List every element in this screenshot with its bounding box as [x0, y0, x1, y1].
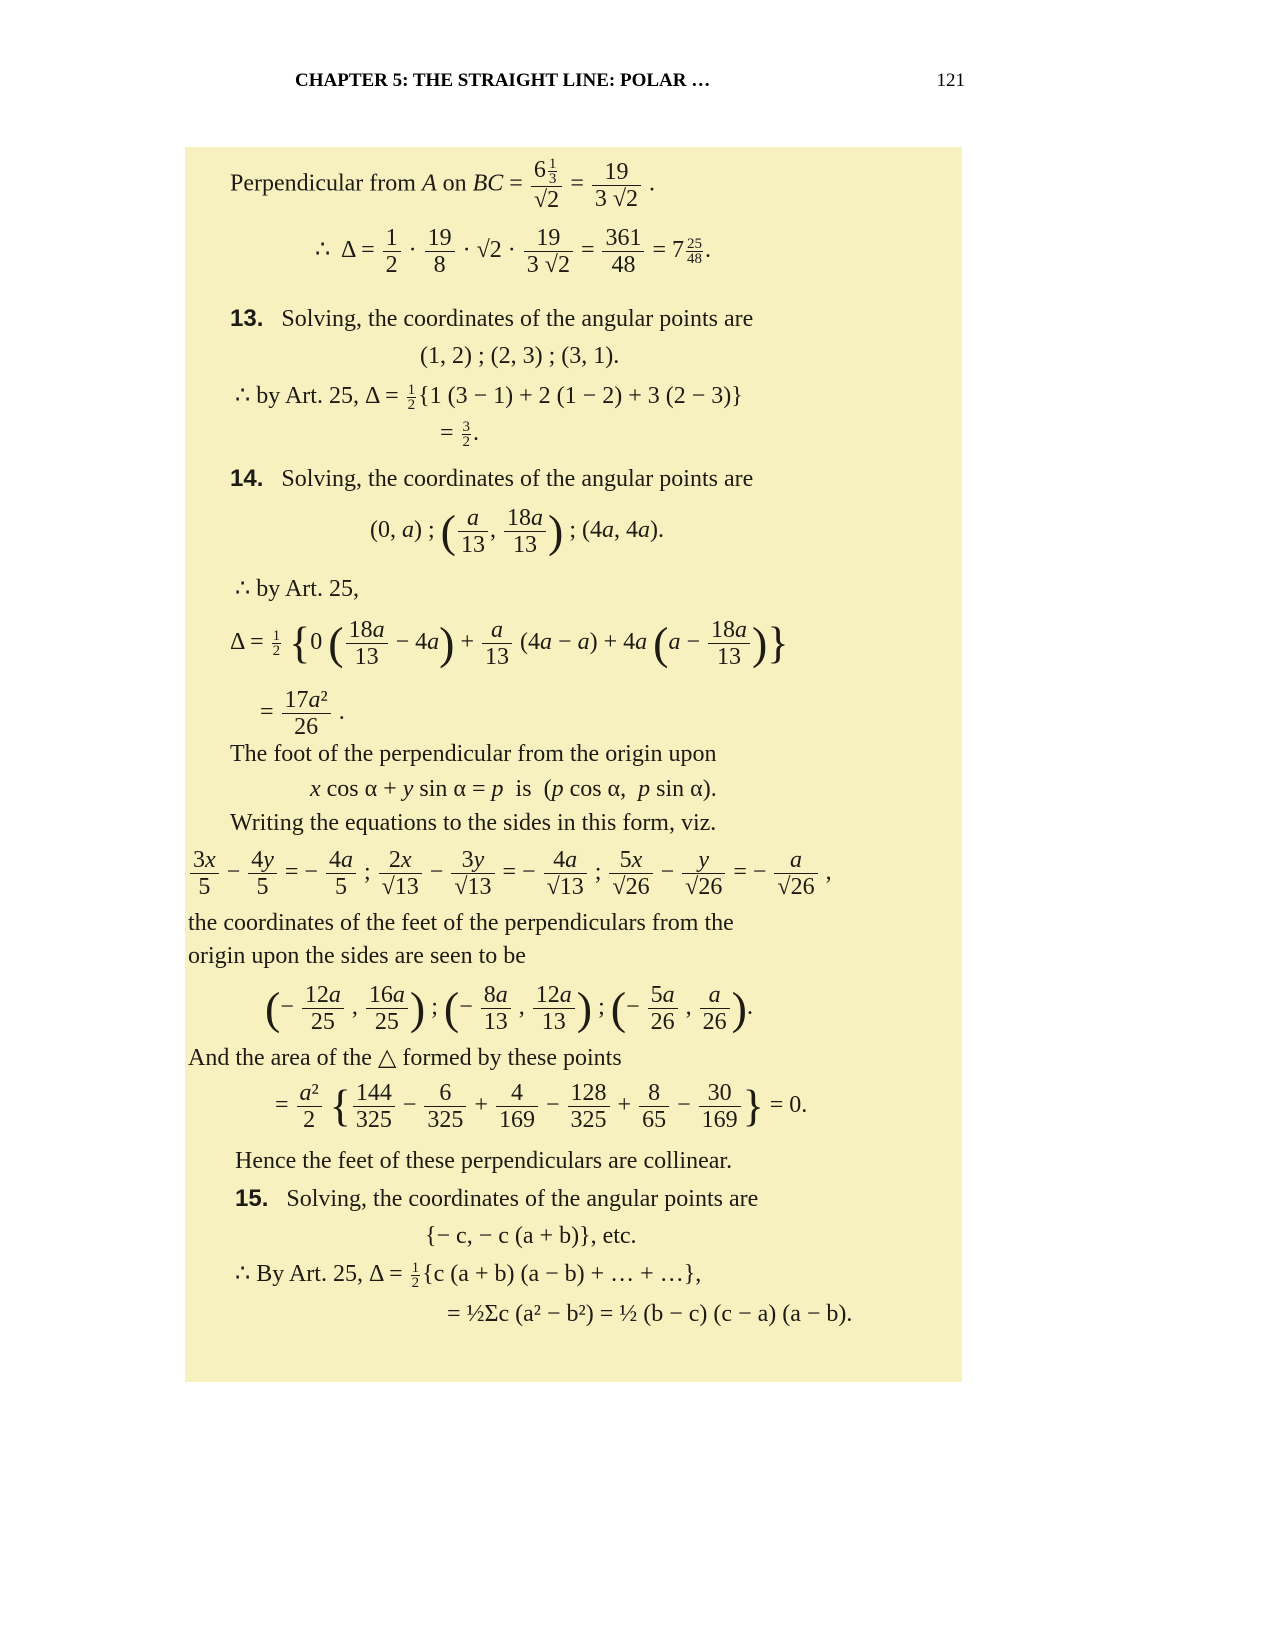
page-number: 121 — [936, 70, 965, 91]
exercise-14-area-result: = $\frac{\text{17a²}}{26}$ . — [260, 687, 345, 740]
exercise-13-result: = $\frac{3}{2}$ . — [440, 418, 480, 450]
exercise-15-area: ∴ By Art. 25, Δ = $\frac{1}{2}$ {c (a + b) (a − b) + … + …}, — [235, 1259, 702, 1291]
scanned-page — [185, 147, 962, 1382]
hence-text: Hence the feet of these perpendiculars are collinear. — [235, 1148, 733, 1174]
exercise-14-intro: 14. Solving, the coordinates of the angular points are — [230, 465, 754, 492]
area-text: And the area of the △ formed by these points — [188, 1045, 622, 1071]
perpendicular-line: Perpendicular from A on BC = 6 $\frac{1}{3}$ √2 = $\frac{19}{3 √2}$ . — [230, 156, 656, 213]
exercise-15-intro: 15. Solving, the coordinates of the angular points are — [235, 1185, 759, 1212]
foot-equation: x cos α + y sin α = p is (p cos α, p sin α). — [310, 776, 717, 802]
exercise-15-points: {− c, − c (a + b)}, etc. — [425, 1223, 637, 1249]
exercise-14-area: Δ = $\frac{1}{2}$ {0 ( $\frac{18a}{13}$ − 4a) + $\frac{a}{13}$ (4a − a) + 4a (a − $\frac{18a}{13}$ )} — [230, 617, 789, 670]
collinear-area: = $\frac{\text{a²}}{2}$ { $\frac{144}{325}$ − $\frac{6}{325}$ + $\frac{4}{169}$ − $\frac{128}{325}$ + $\frac{8}{65}$ − $\frac{30}{169}$ } = 0. — [275, 1080, 808, 1133]
side-equations: $\frac{3x}{5}$ − $\frac{4y}{5}$ = − $\frac{4a}{5}$ ; $\frac{2x}{√13}$ − $\frac{3y}{√13}$ = − $\frac{4a}{√13}$ ; $\frac{5x}{√26}$ − $\frac{y}{√26}$ = − $\frac{a}{√26}$ , — [188, 847, 832, 900]
exercise-14-points: (0, a) ; ( $\frac{a}{13}$ , $\frac{18a}{13}$ ) ; (4a, 4a). — [370, 505, 664, 558]
exercise-13-points: (1, 2) ; (2, 3) ; (3, 1). — [420, 343, 620, 369]
feet-coordinates: (− $\frac{12a}{25}$ , $\frac{16a}{25}$ ) ; (− $\frac{8a}{13}$ , $\frac{12a}{13}$ ) ; (− $\frac{5a}{26}$ , $\frac{a}{26}$ ). — [265, 982, 753, 1035]
chapter-title: CHAPTER 5: THE STRAIGHT LINE: POLAR … — [295, 70, 711, 91]
running-head — [295, 70, 965, 98]
coords-text-2: origin upon the sides are seen to be — [188, 943, 526, 969]
exercise-15-result: = ½Σc (a² − b²) = ½ (b − c) (c − a) (a − b). — [447, 1301, 853, 1327]
foot-text: The foot of the perpendicular from the origin upon — [230, 741, 717, 767]
exercise-13-area: ∴ by Art. 25, Δ = $\frac{1}{2}$ {1 (3 − 1) + 2 (1 − 2) + 3 (2 − 3)} — [235, 381, 743, 413]
coords-text-1: the coordinates of the feet of the perpendiculars from the — [188, 910, 734, 936]
exercise-13-intro: 13. Solving, the coordinates of the angular points are — [230, 305, 754, 332]
writing-text: Writing the equations to the sides in this form, viz. — [230, 810, 717, 836]
exercise-14-by-art: ∴ by Art. 25, — [235, 576, 359, 602]
area-line-12: ∴ Δ = $\frac{1}{2}$ · $\frac{19}{8}$ · √2 · $\frac{19}{3 √2}$ = $\frac{361}{48}$ = 7 $\frac{25}{48}$ . — [315, 225, 712, 278]
